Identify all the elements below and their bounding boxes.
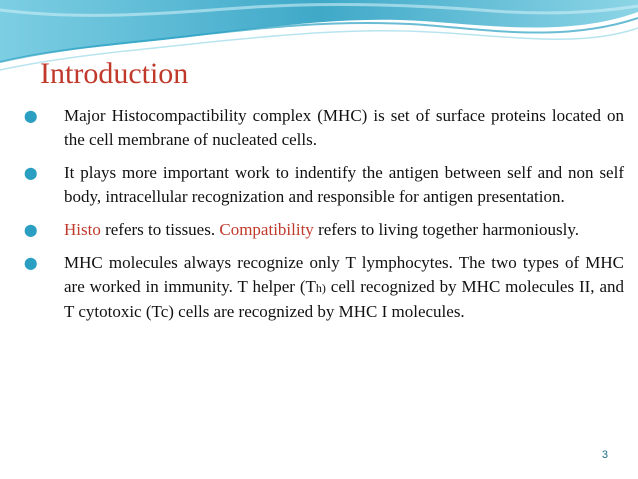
bullet-text-segment: refers to tissues. — [100, 220, 220, 239]
bullet-text — [64, 218, 624, 242]
highlight-term: Histo — [64, 220, 101, 239]
bullet-marker-icon: ⬤ — [24, 256, 38, 270]
bullet-text: It plays more important work to indentify the antigen between self and non self body, intracellular recognization and responsible for antigen presentation. — [64, 163, 624, 206]
list-item — [20, 218, 624, 242]
list-item — [20, 161, 624, 209]
subscript-text: h) — [315, 281, 326, 295]
list-item — [20, 251, 624, 324]
slide-title: Introduction — [40, 57, 189, 90]
bullet-marker-icon: ⬤ — [24, 109, 38, 123]
list-item — [20, 104, 624, 152]
bullet-text-segment: refers to living together harmoniously. — [313, 220, 579, 239]
bullet-marker-icon: ⬤ — [24, 223, 38, 237]
bullet-text — [64, 251, 624, 324]
bullet-text-segment: MHC molecules always recognize only T lymphocytes. The two types of MHC are worked in immunity. T helper (T — [64, 253, 624, 296]
bullet-text: Major Histocompactibility complex (MHC) is set of surface proteins located on the cell membrane of nucleated cells. — [64, 106, 624, 149]
bullet-text-segment: cell recognized by MHC molecules II, and T cytotoxic (Tc) cells are recognized by MHC I molecules. — [64, 277, 624, 321]
page-number: 3 — [601, 449, 608, 461]
bullet-marker-icon: ⬤ — [24, 166, 38, 180]
highlight-term: Compatibility — [219, 220, 314, 239]
bullet-list — [20, 104, 624, 333]
